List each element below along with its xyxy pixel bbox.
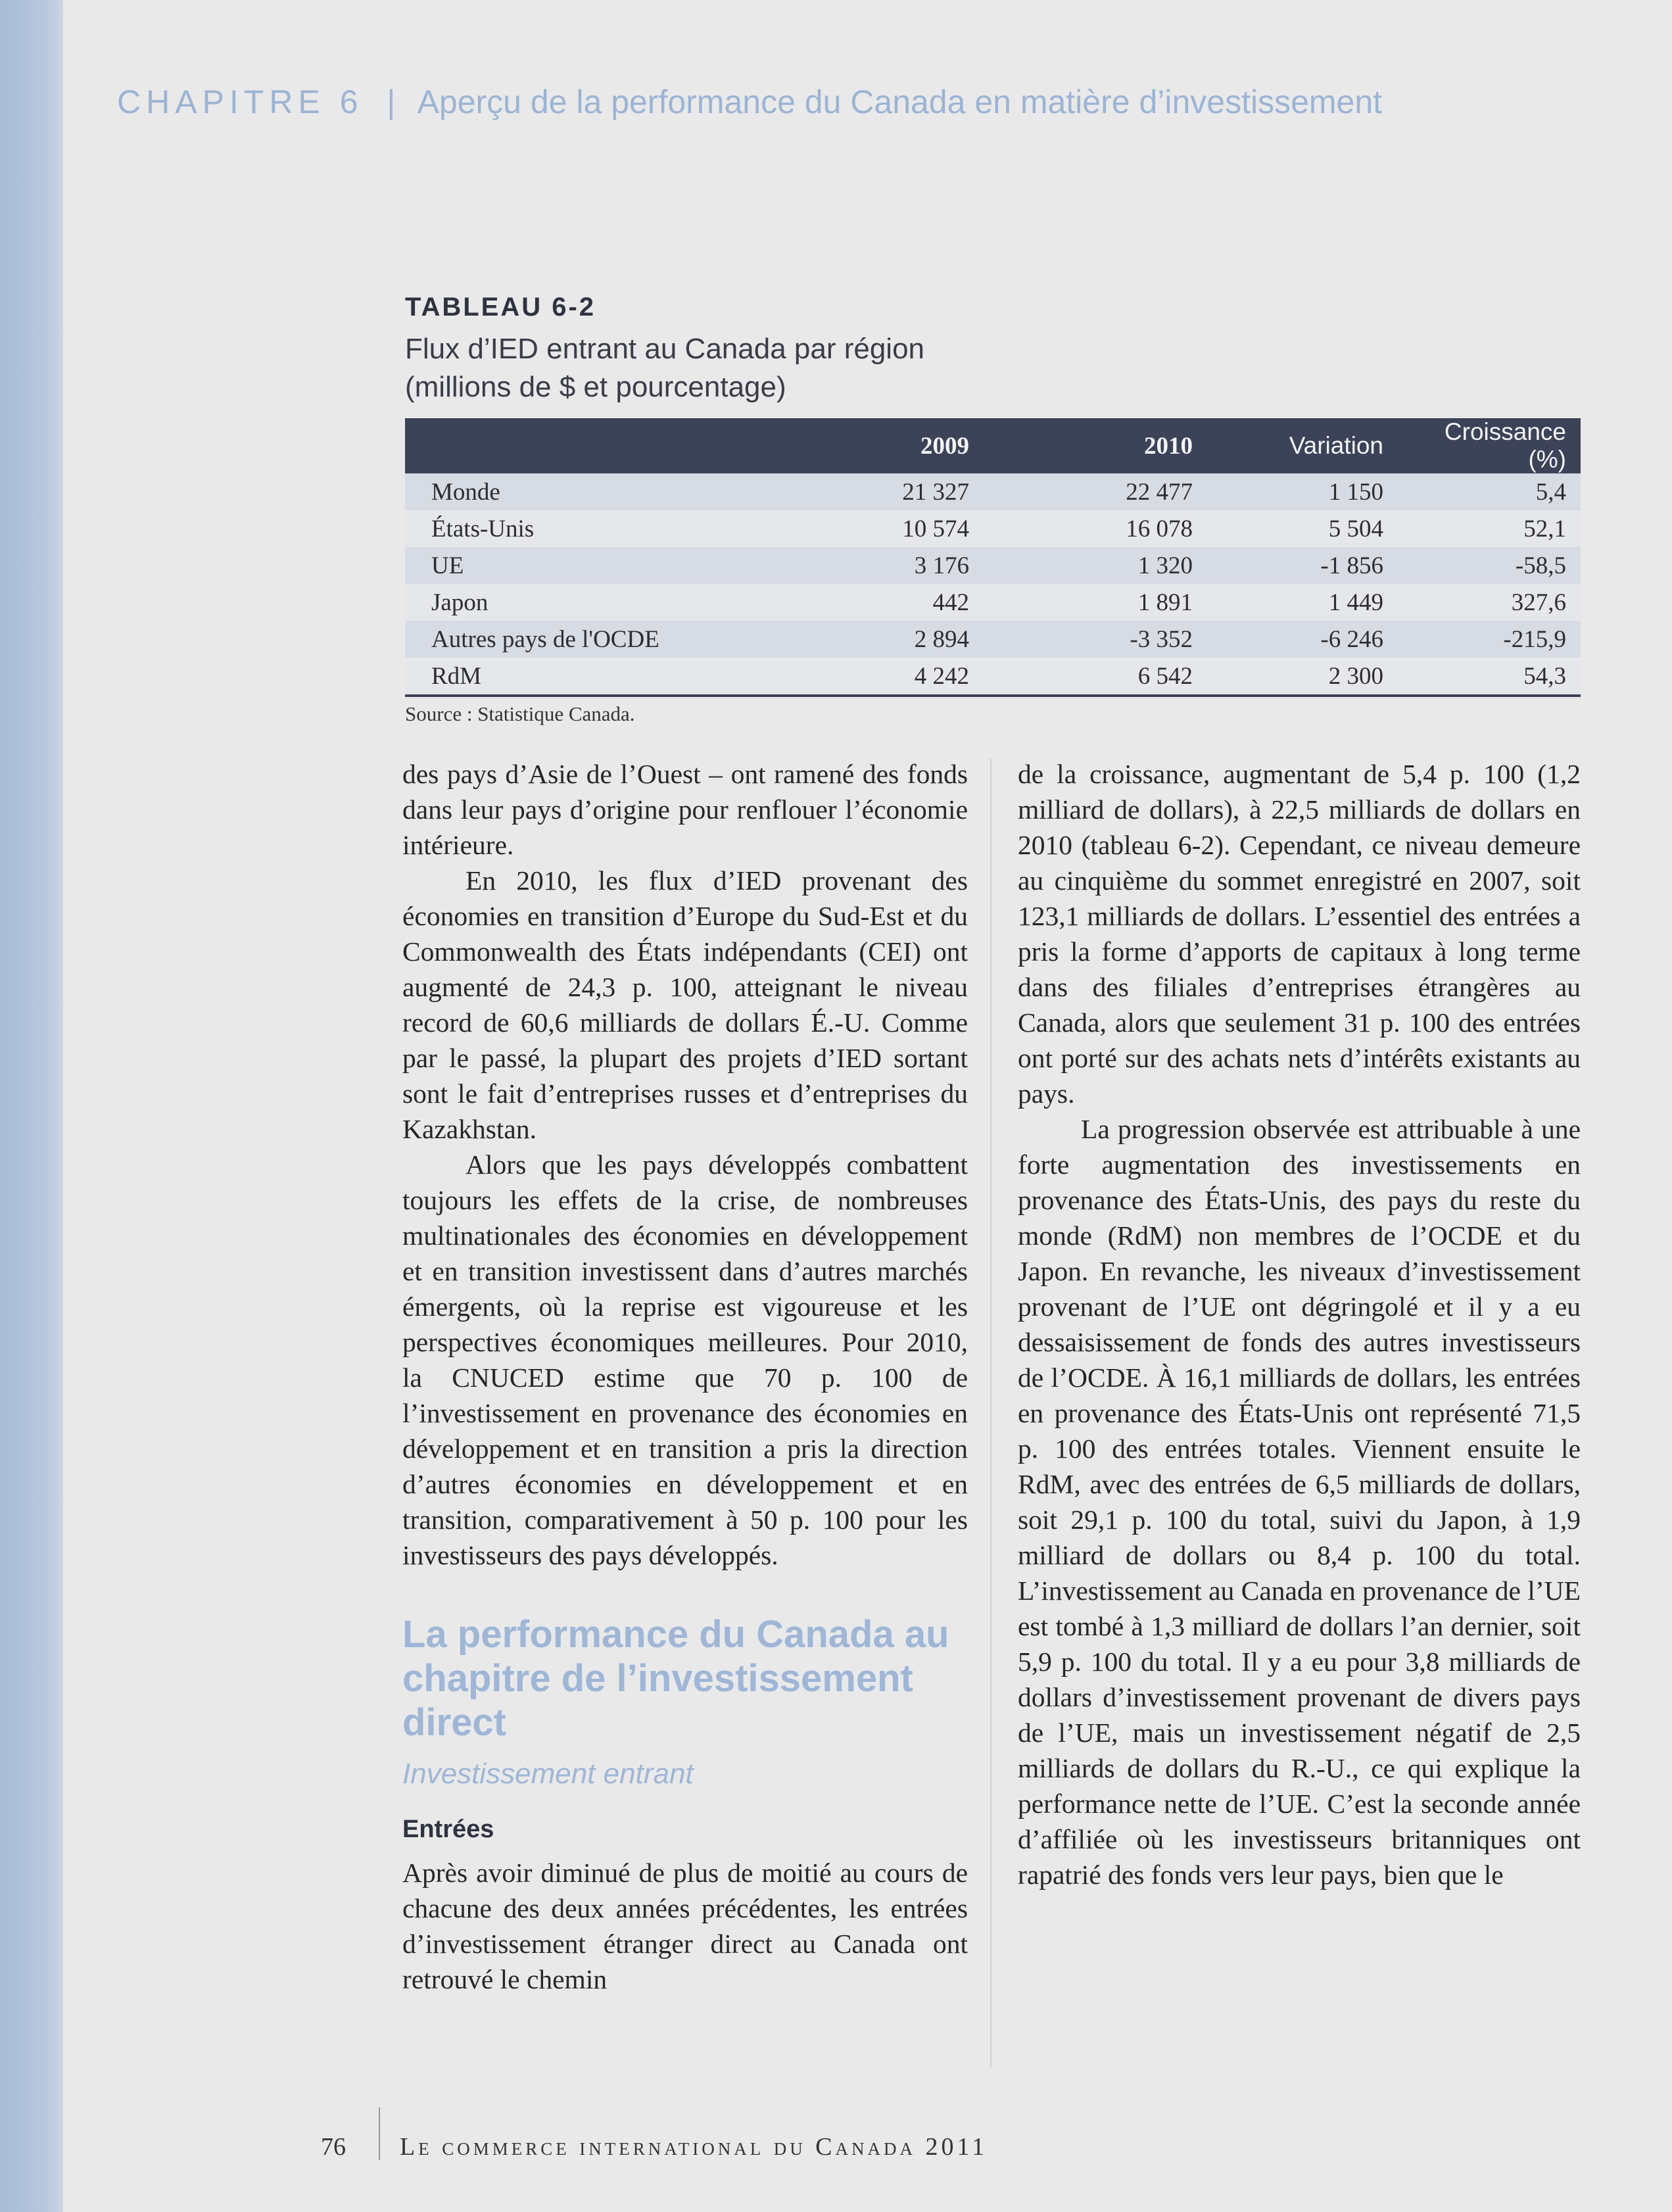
table-row xyxy=(405,510,1581,547)
table-row xyxy=(405,473,1581,510)
cell-region: UE xyxy=(431,552,464,579)
entries-heading: Entrées xyxy=(402,1815,494,1843)
paragraph: En 2010, les flux d’IED provenant des économies en transition d’Europe du Sud-Est et du Commonwealth des États indépendants (CEI) ont augmenté de 24,3 p. 100, atteignant le niveau record de 60,6 milliards de dollars É.-U. Comme par le passé, la plupart des projets d’IED sortant sont le fait d’entreprises russes et d’entreprises du Kazakhstan. xyxy=(402,865,968,1144)
cell-variation: -6 246 xyxy=(1320,625,1383,653)
cell-2009: 3 176 xyxy=(914,552,969,579)
cell-2010: 16 078 xyxy=(1126,515,1193,542)
cell-region: Autres pays de l'OCDE xyxy=(431,625,659,653)
paragraph: La progression observée est attribuable à une forte augmentation des investissements en provenance des États-Unis, des pays du reste du monde (RdM) non membres de l’OCDE et du Japon. En revanche, les niveaux d’investissement provenant de l’UE ont dégringolé et il y a eu dessaisissement de fonds des autres investisseurs de l’OCDE. À 16,1 milliards de dollars, les entrées en provenance des États-Unis ont représenté 71,5 p. 100 des entrées totales. Viennent ensuite le RdM, avec des entrées de 6,5 milliards de dollars, soit 29,1 p. 100 du total, suivi du Japon, à 1,9 milliard de dollars ou 8,4 p. 100 du total. L’investissement au Canada en provenance de l’UE est tombé à 1,3 milliard de dollars l’an dernier, soit 5,9 p. 100 du total. Il y a eu pour 3,8 milliards de dollars d’investissement provenant de divers pays de l’UE, mais un investissement négatif de 2,5 milliards de dollars du R.-U., ce qui explique la performance nette de l’UE. C’est la seconde année d’affiliée où les investisseurs britanniques ont rapatrié des fonds vers leur pays, bien que le xyxy=(1018,1114,1581,1890)
table-label: TABLEAU 6-2 xyxy=(405,293,596,322)
section-heading: La performance du Canada au chapitre de l’investissement direct xyxy=(402,1613,949,1744)
header-separator: | xyxy=(387,84,396,120)
footer-divider xyxy=(379,2107,380,2160)
header-cell-variation: Variation xyxy=(1207,418,1398,473)
cell-variation: 5 504 xyxy=(1328,515,1383,542)
cell-2010: 6 542 xyxy=(984,658,1207,696)
subsection-heading: Investissement entrant xyxy=(402,1758,694,1790)
cell-growth: 54,3 xyxy=(1398,658,1581,696)
table-caption-line-2: (millions de $ et pourcentage) xyxy=(405,371,786,403)
side-color-band xyxy=(0,0,63,2212)
cell-growth: -215,9 xyxy=(1503,625,1566,653)
table-block xyxy=(405,293,1581,726)
column-divider xyxy=(990,759,991,2067)
cell-growth: 5,4 xyxy=(1535,478,1566,506)
cell-variation: -1 856 xyxy=(1320,552,1383,579)
cell-growth: 52,1 xyxy=(1523,515,1566,542)
cell-variation: 2 300 xyxy=(1207,658,1398,696)
table-row xyxy=(405,621,1581,658)
left-text-column xyxy=(402,756,968,1997)
cell-2009: 2 894 xyxy=(914,625,969,653)
cell-region: Japon xyxy=(431,589,489,616)
fdi-table xyxy=(405,418,1581,697)
page-number: 76 xyxy=(321,2133,346,2161)
cell-region: Monde xyxy=(431,478,500,506)
header-cell-growth: Croissance (%) xyxy=(1398,418,1581,473)
cell-2009: 442 xyxy=(932,589,969,616)
table-source: Source : Statistique Canada. xyxy=(405,702,635,725)
table-row xyxy=(405,547,1581,584)
chapter-title: Aperçu de la performance du Canada en matière d’investissement xyxy=(417,84,1383,120)
cell-2010: 1 891 xyxy=(1137,589,1193,616)
table-caption-line-1: Flux d’IED entrant au Canada par région xyxy=(405,333,925,365)
table-caption xyxy=(405,330,1581,406)
cell-2010: 1 320 xyxy=(1137,552,1193,579)
right-text-column xyxy=(1018,756,1581,1892)
cell-region: États-Unis xyxy=(431,515,535,542)
paragraph: Après avoir diminué de plus de moitié au cours de chacune des deux années précédentes, les entrées d’investissement étranger direct au Canada ont retrouvé le chemin xyxy=(402,1858,968,1994)
cell-variation: 1 150 xyxy=(1328,478,1383,506)
cell-2010: -3 352 xyxy=(1130,625,1193,653)
cell-region: RdM xyxy=(405,658,793,696)
header-cell-region xyxy=(405,418,793,473)
paragraph: de la croissance, augmentant de 5,4 p. 100 (1,2 milliard de dollars), à 22,5 milliards de dollars en 2010 (tableau 6-2). Cependant, ce niveau demeure au cinquième du sommet enregistré en 2007, soit 123,1 milliards de dollars. L’essentiel des entrées a pris la forme d’apports de capitaux à long terme dans des filiales d’entreprises étrangères au Canada, alors que seulement 31 p. 100 des entrées ont porté sur des achats nets d’intérêts existants au pays. xyxy=(1018,759,1581,1109)
header-cell-2010: 2010 xyxy=(984,418,1207,473)
chapter-header xyxy=(117,83,1382,121)
cell-2009: 21 327 xyxy=(902,478,969,506)
cell-variation: 1 449 xyxy=(1328,589,1383,616)
chapter-label: CHAPITRE 6 xyxy=(117,84,364,120)
table-row xyxy=(405,584,1581,621)
cell-2009: 4 242 xyxy=(793,658,984,696)
cell-growth: -58,5 xyxy=(1515,552,1566,579)
cell-2010: 22 477 xyxy=(1126,478,1193,506)
cell-growth: 327,6 xyxy=(1511,589,1566,616)
table-header-row xyxy=(405,418,1581,473)
header-cell-2009: 2009 xyxy=(793,418,984,473)
paragraph: des pays d’Asie de l’Ouest – ont ramené des fonds dans leur pays d’origine pour renflouer l’économie intérieure. xyxy=(402,759,968,860)
cell-2009: 10 574 xyxy=(902,515,969,542)
paragraph: Alors que les pays développés combattent toujours les effets de la crise, de nombreuses multinationales des économies en développement et en transition investissent dans d’autres marchés émergents, où la reprise est vigoureuse et les perspectives économiques meilleures. Pour 2010, la CNUCED estime que 70 p. 100 de l’investissement en provenance des économies en développement et en transition a pris la direction d’autres économies en développement et en transition, comparativement à 50 p. 100 pour les investisseurs des pays développés. xyxy=(402,1149,968,1570)
publication-title: Le commerce international du Canada 2011 xyxy=(400,2133,988,2161)
table-row xyxy=(405,658,1581,696)
